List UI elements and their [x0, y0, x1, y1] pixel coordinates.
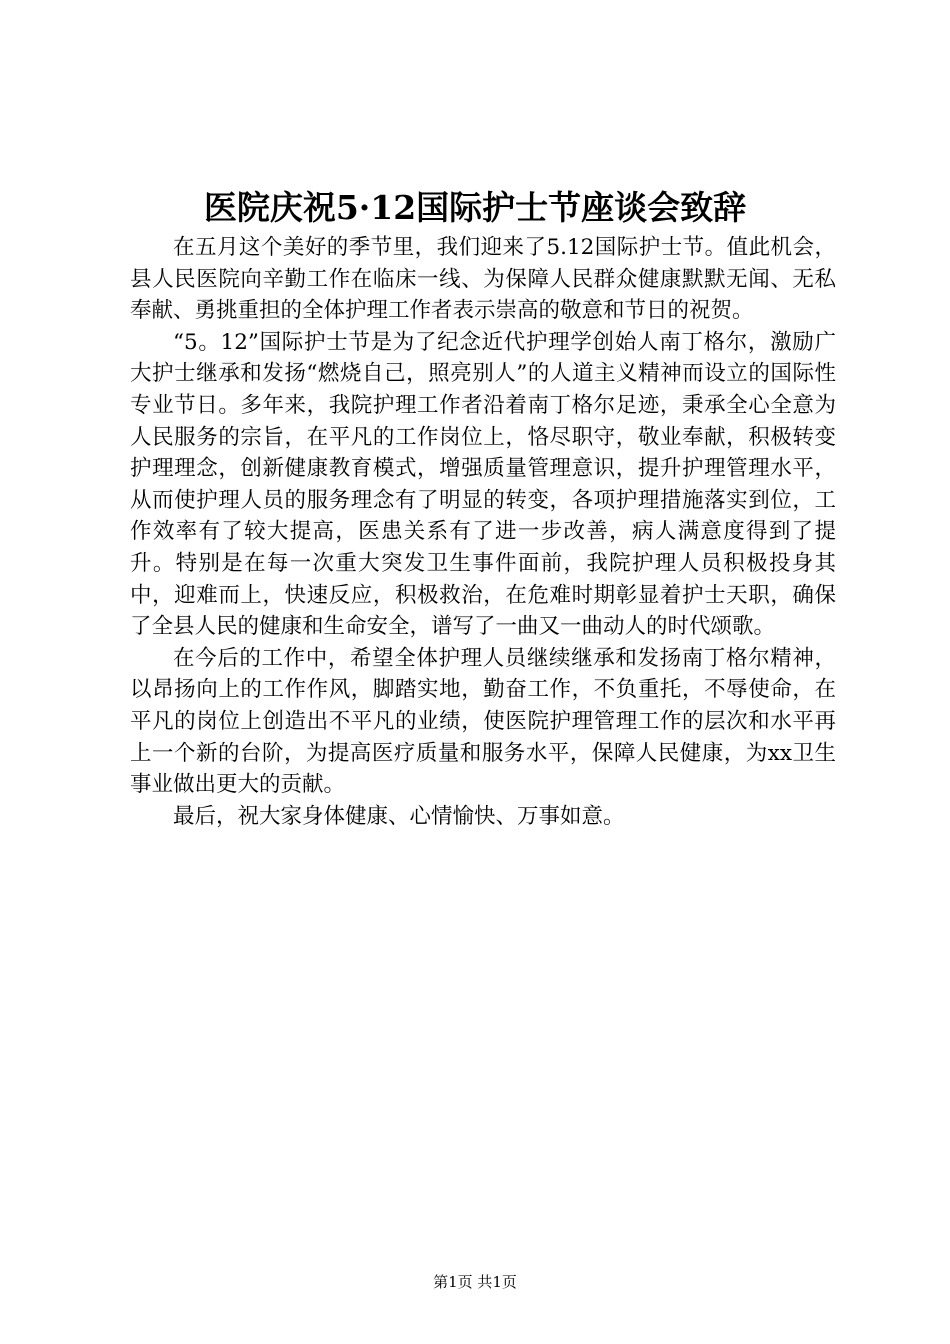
page-footer: [0, 1272, 950, 1292]
document-title: 医院庆祝5·12国际护士节座谈会致辞: [203, 188, 747, 227]
paragraph-3: 在今后的工作中，希望全体护理人员继续继承和发扬南丁格尔精神，以昂扬向上的工作作风，脚踏实地，勤奋工作，不负重托，不辱使命，在平凡的岗位上创造出不平凡的业绩，使医院护理管理工作的层次和水平再上一个新的台阶，为提高医疗质量和服务水平，保障人民健康，为xx卫生事业做出更大的贡献。: [130, 645, 836, 798]
document-body: [130, 232, 836, 832]
paragraph-2: “5。12”国际护士节是为了纪念近代护理学创始人南丁格尔，激励广大护士继承和发扬“燃烧自己，照亮别人”的人道主义精神而设立的国际性专业节日。多年来，我院护理工作者沿着南丁格尔足迹，秉承全心全意为人民服务的宗旨，在平凡的工作岗位上，恪尽职守，敬业奉献，积极转变护理理念，创新健康教育模式，增强质量管理意识，提升护理管理水平，从而使护理人员的服务理念有了明显的转变，各项护理措施落实到位，工作效率有了较大提高，医患关系有了进一步改善，病人满意度得到了提升。特别是在每一次重大突发卫生事件面前，我院护理人员积极投身其中，迎难而上，快速反应，积极救治，在危难时期彰显着护士天职，确保了全县人民的健康和生命安全，谱写了一曲又一曲动人的时代颂歌。: [130, 329, 836, 640]
paragraph-4: 最后，祝大家身体健康、心情愉快、万事如意。: [173, 803, 625, 829]
paragraph-1: 在五月这个美好的季节里，我们迎来了5.12国际护士节。值此机会，县人民医院向辛勤工作在临床一线、为保障人民群众健康默默无闻、无私奉献、勇挑重担的全体护理工作者表示崇高的敬意和节日的祝贺。: [130, 235, 836, 324]
page-number: 第1页 共1页: [433, 1273, 517, 1291]
